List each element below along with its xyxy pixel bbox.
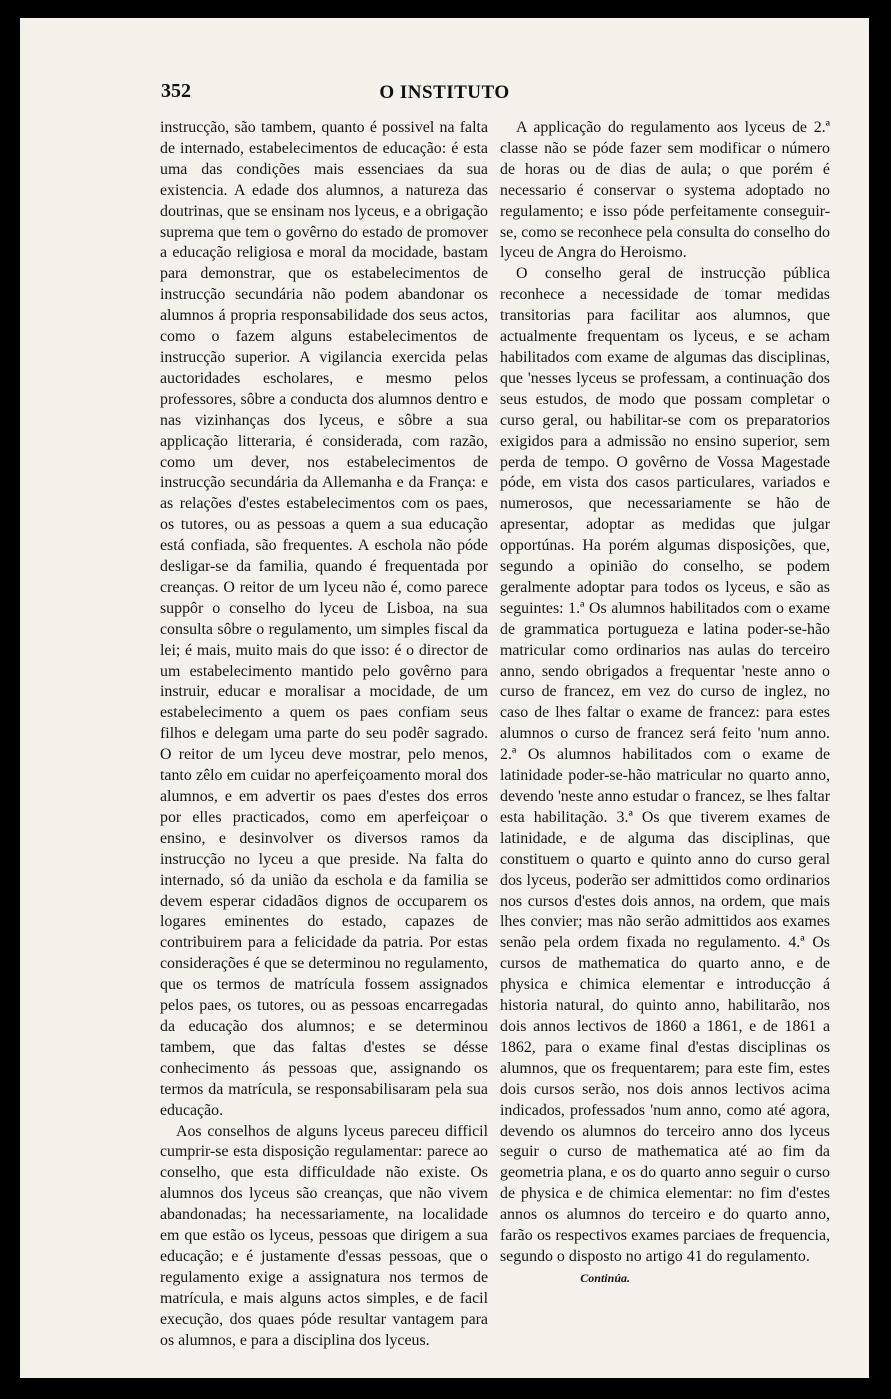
right-paragraph-2: O conselho geral de instrucção pública reconhece a necessidade de tomar medidas transitorias para facilitar aos alumnos, que actualmente frequentam os lyceus, e se acham habilitados com exame de algumas das disciplinas, que 'nesses lyceus se professam, a continuação dos seus estudos, de modo que possam completar o curso geral, ou habilitar-se com os preparatorios exigidos para a admissão no ensino superior, sem perda de tempo. O govêrno de Vossa Magestade póde, em vista dos casos particulares, variados e numerosos, que necessariamente se hão de apresentar, adoptar as medidas que julgar opportúnas. Ha porém algumas disposições, que, segundo a opinião do conselho, se podem geralmente adoptar para todos os lyceus, e são as seguintes: 1.ª Os alumnos habilitados com o exame de grammatica portugueza e latina poder-se-hão matricular como ordinarios nas aulas do terceiro anno, sendo obrigados a frequentar 'neste anno o curso de francez, em vez do curso de inglez, no caso de lhes faltar o exame de francez: para estes alumnos o curso de francez será feito 'num anno. 2.ª Os alumnos habilitados com o exame de latinidade poder-se-hão matricular no quarto anno, devendo 'neste anno estudar o francez, se lhes faltar esta habilitação. 3.ª Os que tiverem exames de latinidade, e de alguma das disciplinas, que constituem o quarto e quinto anno do curso geral dos lyceus, poderão ser admittidos como ordinarios nos cursos d'estes dois annos, na ordem, que mais lhes convier; mas não serão admittidos aos exames senão pela ordem fixada no regulamento. 4.ª Os cursos de mathematica do quarto anno, e de physica e chimica elementar e introducção á historia natural, do quinto anno, habilitarão, nos dois annos lectivos de 1860 a 1861, e de 1861 a 1862, para o exame final d'estas disciplinas os alumnos, que os frequentarem; para este fim, estes dois cursos serão, nos dois annos lectivos acima indicados, professados 'num anno, como até agora, devendo os alumnos do terceiro anno dos lyceus seguir o curso de mathematica até ao fim da geometria plana, e os do quarto anno seguir o curso de physica e de chimica elementar: no fim d'estes annos os alumnos do terceiro e do quarto anno, farão os respectivos exames parciaes de frequencia, segundo o disposto no artigo 41 do regulamento. [500, 265, 830, 1265]
continua-note: Continúa. [580, 1270, 630, 1285]
left-column [160, 118, 488, 1351]
right-paragraph-1: A applicação do regulamento aos lyceus de 2.ª classe não se póde fazer sem modificar o número de horas ou de dias de aula; o que porém é necessario é conservar o systema adoptado no regulamento; e isso póde perfeitamente conseguir-se, como se reconhece pela consulta do conselho do lyceu de Angra do Heroismo. [500, 119, 830, 262]
page-number: 352 [161, 80, 191, 102]
newspaper-page [20, 18, 869, 1378]
right-column [500, 118, 830, 1289]
left-paragraph-1: instrucção, são tambem, quanto é possivel na falta de internado, estabelecimentos de educação: é esta uma das condições mais essenciaes da sua existencia. A edade dos alumnos, a natureza das doutrinas, que se ensinam nos lyceus, e a obrigação suprema que tem o govêrno do estado de promover a educação religiosa e moral da mocidade, bastam para demonstrar, que os estabelecimentos de instrucção secundária não podem abandonar os alumnos á propria responsabilidade dos seus actos, como o fazem alguns estabelecimentos de instrucção superior. A vigilancia exercida pelas auctoridades escholares, e mesmo pelos professores, sôbre a conducta dos alumnos dentro e nas vizinhanças dos lyceus, e sôbre a sua applicação litteraria, é considerada, com razão, como um dever, nos estabelecimentos de instrucção secundária da Allemanha e da França: e as relações d'estes estabelecimentos com os paes, os tutores, ou as pessoas a quem a sua educação está confiada, são frequentes. A eschola não póde desligar-se da familia, quando é frequentada por creanças. O reitor de um lyceu não é, como parece suppôr o conselho do lyceu de Lisboa, na sua consulta sôbre o regulamento, um simples fiscal da lei; é mais, muito mais do que isso: é o director de um estabelecimento mantido pelo govêrno para instruir, educar e moralisar a mocidade, de um estabelecimento a quem os paes confiam seus filhos e delegam uma parte do seu podêr sagrado. O reitor de um lyceu deve mostrar, pelo menos, tanto zêlo em cuidar no aperfeiçoamento moral dos alumnos, e em advertir os paes d'estes dos erros por elles practicados, como em aperfeiçoar o ensino, e desinvolver os diversos ramos da instrucção no lyceu a que preside. Na falta do internado, só da união da eschola e da familia se devem esperar cidadãos dignos de occuparem os logares eminentes do estado, capazes de contribuirem para a felicidade da patria. Por estas considerações é que se determinou no regulamento, que os termos de matrícula fossem assignados pelos paes, os tutores, ou as pessoas encarregadas da educação dos alumnos; e se determinou tambem, que das faltas d'estes se désse conhecimento ás pessoas que, assignando os termos da matrícula, se responsabilisaram pela sua educação. [160, 119, 488, 1119]
left-paragraph-2: Aos conselhos de alguns lyceus pareceu difficil cumprir-se esta disposição regulamentar: parece ao conselho, que esta difficuldade não existe. Os alumnos dos lyceus são creanças, que não vivem abandonadas; ha necessariamente, na localidade em que estão os lyceus, pessoas que dirigem a sua educação; e é justamente d'essas pessoas, que o regulamento exige a assignatura nos termos de matrícula, e mais alguns actos simples, e de facil execução, dos quaes póde resultar vantagem para os alumnos, e para a disciplina dos lyceus. [160, 1122, 488, 1349]
running-head: O INSTITUTO [379, 82, 510, 103]
